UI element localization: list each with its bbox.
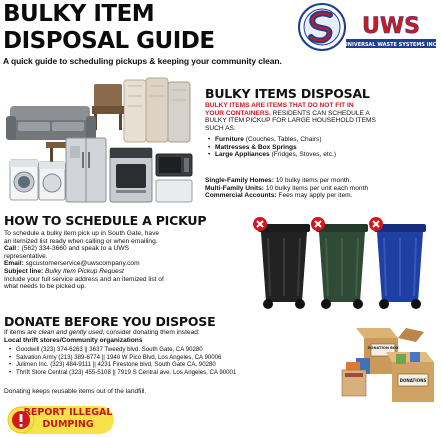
title-line-1: BULKY ITEM: [3, 1, 155, 27]
list-item: • Mattresses & Box Springs: [207, 144, 441, 152]
logo-subtitle: UNIVERSAL WASTE SYSTEMS INC.: [343, 42, 438, 48]
title-line-2: DISPOSAL GUIDE: [3, 28, 215, 54]
blue-bin-icon: [369, 217, 426, 309]
schedule-email[interactable]: Email: sgcustomerservice@uwscompany.com: [4, 260, 140, 268]
bulky-red-line-2: YOUR CONTAINERS.: [205, 109, 271, 117]
schedule-call-2: representative.: [4, 252, 48, 260]
schedule-subject: Subject line: Bulky Item Pickup Request: [4, 267, 124, 275]
report-illegal-dumping-button[interactable]: [6, 404, 118, 436]
list-item: • Julimen Inc. (323) 484-9111 || 4231 Firestone blvd, South Gate CA, 90280: [8, 361, 338, 369]
donate-footer: Donating keeps reusable items out of the landfill.: [4, 388, 147, 395]
box-label: DONATION BOX: [367, 346, 399, 350]
donate-intro: If items are clean and gently used, consider donating them instead:: [4, 329, 200, 336]
list-item: • Large Appliances (Fridges, Stoves, etc.): [207, 151, 441, 159]
bulky-desc-tail: RESIDENTS CAN SCHEDULE A: [270, 109, 370, 117]
bulky-desc-line-1: BULKY ITEM PICKUP FOR LARGE HOUSEHOLD ITEMS: [205, 117, 376, 125]
green-bin-icon: [311, 217, 368, 309]
limit-row: Multi-Family Units: 10 bulky items per unit each month: [205, 184, 369, 192]
donate-heading: DONATE BEFORE YOU DISPOSE: [4, 314, 216, 329]
donate-subheading: Local thrift stores/Community organizations: [4, 337, 143, 344]
logo-wordmark: UWS: [362, 14, 420, 39]
uws-logo-icon: [296, 2, 438, 52]
black-bin-icon: [253, 217, 310, 309]
list-item: • Goodwill (323) 374-6263 || 3637 Tweedy blvd. South Gate, CA 90280: [8, 346, 338, 354]
schedule-heading: HOW TO SCHEDULE A PICKUP: [4, 213, 207, 228]
trash-bins: [252, 216, 436, 314]
bulky-red-line-1: BULKY ITEMS ARE ITEMS THAT DO NOT FIT IN: [205, 102, 354, 109]
list-item: • Thrift Store Central (323) 455-5108 || 7919 S Central ave. Los Angeles, CA 90001: [8, 369, 338, 377]
schedule-include-2: what needs to be picked up.: [4, 283, 87, 291]
schedule-body: [4, 230, 254, 291]
bulky-description: [205, 102, 441, 132]
limit-row: Single-Family Homes: 10 bulky items per month.: [205, 177, 352, 184]
list-item: • Salvation Army (213) 389-6774 || 1940 W Pico Blvd, Los Angeles, CA 90006: [8, 354, 338, 362]
schedule-line-2: an itemized list ready when calling or when emailing.: [4, 237, 158, 245]
list-item: • Furniture (Couches, Tables, Chairs): [207, 136, 441, 144]
report-label: REPORT ILLEGAL DUMPING: [23, 407, 113, 430]
bulky-items-photo: [6, 76, 196, 206]
bulky-item-list: [207, 136, 441, 159]
donation-boxes: [334, 318, 440, 406]
tagline: A quick guide to scheduling pickups & keeping your community clean.: [3, 56, 282, 66]
donate-org-list: [8, 346, 338, 376]
box-label-2: DONATIONS: [399, 378, 427, 383]
schedule-include-1: Include your full service address and an itemized list of: [4, 275, 164, 283]
bulky-heading: BULKY ITEMS DISPOSAL: [205, 86, 370, 101]
limit-row: Commercial Accounts: Fees may apply per item.: [205, 192, 353, 200]
schedule-line-1: To schedule a bulky item pick up in South Gate, have: [4, 230, 160, 237]
uws-logo: [296, 2, 438, 52]
schedule-call: Call : (562) 334-3660 and speak to a UWS: [4, 245, 129, 253]
bulky-desc-line-2: SUCH AS:: [205, 124, 236, 132]
bulky-limits: [205, 177, 442, 200]
